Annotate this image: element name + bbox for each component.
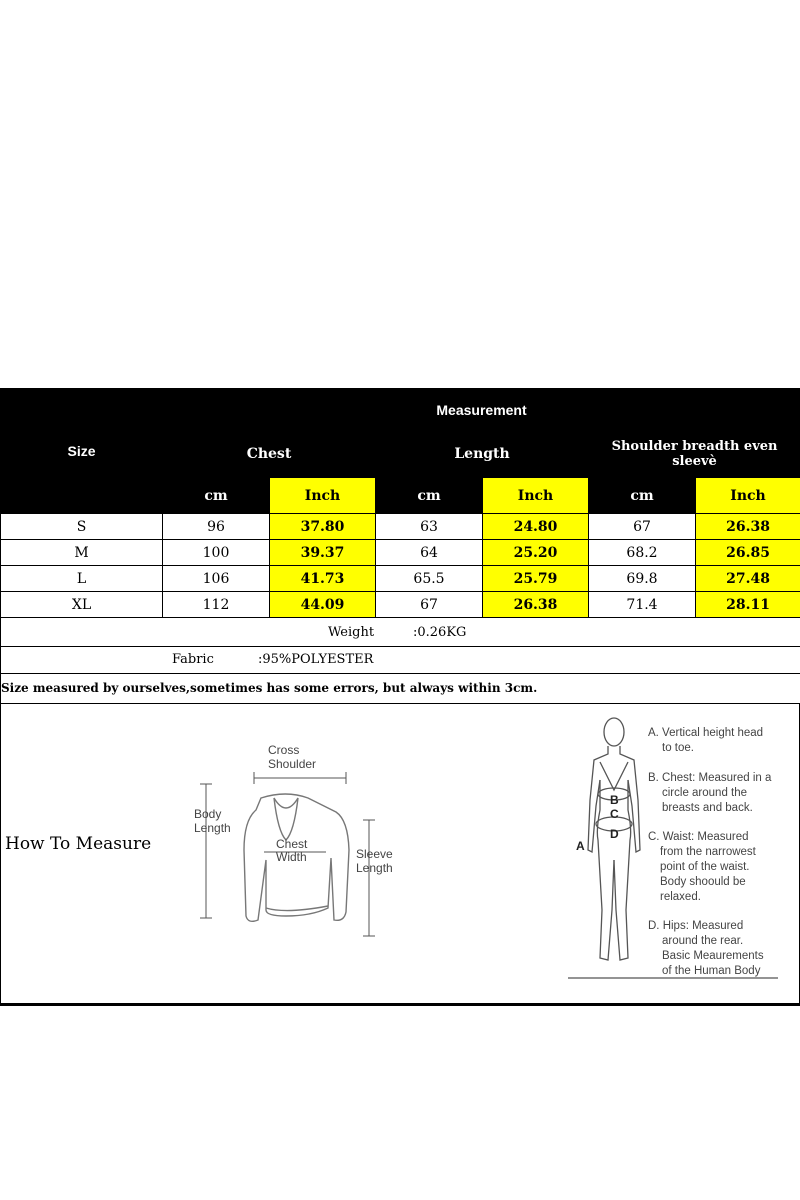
- sweater-diagram: [186, 740, 406, 940]
- note-c-line-1: C. Waist: Measured: [648, 831, 749, 843]
- how-to-measure-title: How To Measure: [5, 834, 152, 854]
- chest-cm-cell: 100: [163, 540, 270, 566]
- length-cm-cell: 63: [376, 514, 483, 540]
- size-chart: [0, 388, 800, 1006]
- weight-label: Weight: [328, 625, 375, 640]
- body-length-label-1: Body: [194, 807, 222, 821]
- weight-value: :0.26KG: [413, 625, 467, 640]
- size-cell: L: [1, 566, 163, 592]
- size-cell: M: [1, 540, 163, 566]
- note-b-line-2: circle around the: [662, 787, 748, 799]
- note-c-line-2: from the narrowest: [660, 846, 756, 858]
- size-cell: S: [1, 514, 163, 540]
- chest-inch-cell: 39.37: [270, 540, 376, 566]
- unit-inch: Inch: [696, 478, 800, 514]
- size-table: [0, 388, 800, 618]
- length-inch-cell: 25.20: [483, 540, 589, 566]
- shoulder-cm-cell: 69.8: [589, 566, 696, 592]
- chest-inch-cell: 41.73: [270, 566, 376, 592]
- note-d-line-4: of the Human Body: [662, 965, 761, 977]
- length-inch-cell: 24.80: [483, 514, 589, 540]
- table-row: [1, 540, 800, 566]
- unit-cm: cm: [163, 478, 270, 514]
- table-row: [1, 514, 800, 540]
- note-d-line-1: D. Hips: Measured: [648, 920, 744, 932]
- shoulder-inch-cell: 26.85: [696, 540, 800, 566]
- fabric-value: :95%POLYESTER: [258, 652, 374, 667]
- note-a-line-1: A. Vertical height head: [648, 727, 764, 739]
- note-d-line-2: around the rear.: [662, 935, 744, 947]
- shoulder-header: Shoulder breadth even sleevè: [589, 431, 800, 478]
- how-to-measure-section: [0, 704, 800, 1004]
- chest-cm-cell: 112: [163, 592, 270, 618]
- chest-cm-cell: 106: [163, 566, 270, 592]
- body-diagram: [566, 710, 796, 982]
- sleeve-length-label-1: Sleeve: [356, 847, 393, 861]
- marker-a: A: [576, 839, 585, 853]
- cross-shoulder-label-2: Shoulder: [268, 757, 317, 771]
- sleeve-length-label-2: Length: [356, 861, 393, 875]
- table-row: [1, 566, 800, 592]
- weight-row: [0, 620, 800, 647]
- chest-header: Chest: [163, 431, 376, 478]
- shoulder-cm-cell: 67: [589, 514, 696, 540]
- measure-note: Size measured by ourselves,sometimes has some errors, but always within 3cm.: [1, 681, 538, 695]
- chest-width-label-1: Chest: [276, 837, 308, 851]
- size-header: Size: [1, 389, 163, 514]
- body-length-label-2: Length: [194, 821, 231, 835]
- marker-b: B: [610, 793, 619, 807]
- fabric-row: [0, 647, 800, 674]
- chest-inch-cell: 37.80: [270, 514, 376, 540]
- unit-inch: Inch: [483, 478, 589, 514]
- shoulder-inch-cell: 27.48: [696, 566, 800, 592]
- chest-width-label-2: Width: [276, 850, 307, 864]
- note-b-line-1: B. Chest: Measured in a: [648, 772, 772, 784]
- shoulder-cm-cell: 68.2: [589, 540, 696, 566]
- unit-inch: Inch: [270, 478, 376, 514]
- note-d-line-3: Basic Meaurements: [662, 950, 764, 962]
- marker-d: D: [610, 827, 619, 841]
- size-cell: XL: [1, 592, 163, 618]
- length-inch-cell: 26.38: [483, 592, 589, 618]
- note-a-line-2: to toe.: [662, 742, 694, 754]
- cross-shoulder-label-1: Cross: [268, 743, 300, 757]
- length-cm-cell: 67: [376, 592, 483, 618]
- note-row: [0, 674, 800, 704]
- chest-cm-cell: 96: [163, 514, 270, 540]
- note-c-line-3: point of the waist.: [660, 861, 750, 873]
- length-header: Length: [376, 431, 589, 478]
- shoulder-inch-cell: 26.38: [696, 514, 800, 540]
- chest-inch-cell: 44.09: [270, 592, 376, 618]
- length-cm-cell: 65.5: [376, 566, 483, 592]
- length-inch-cell: 25.79: [483, 566, 589, 592]
- measurement-header: Measurement: [163, 389, 800, 431]
- note-b-line-3: breasts and back.: [662, 802, 753, 814]
- note-c-line-4: Body shoould be: [660, 876, 746, 888]
- note-c-line-5: relaxed.: [660, 891, 701, 903]
- unit-cm: cm: [589, 478, 696, 514]
- fabric-label: Fabric: [172, 652, 214, 667]
- shoulder-cm-cell: 71.4: [589, 592, 696, 618]
- marker-c: C: [610, 807, 619, 821]
- table-row: [1, 592, 800, 618]
- shoulder-inch-cell: 28.11: [696, 592, 800, 618]
- length-cm-cell: 64: [376, 540, 483, 566]
- unit-cm: cm: [376, 478, 483, 514]
